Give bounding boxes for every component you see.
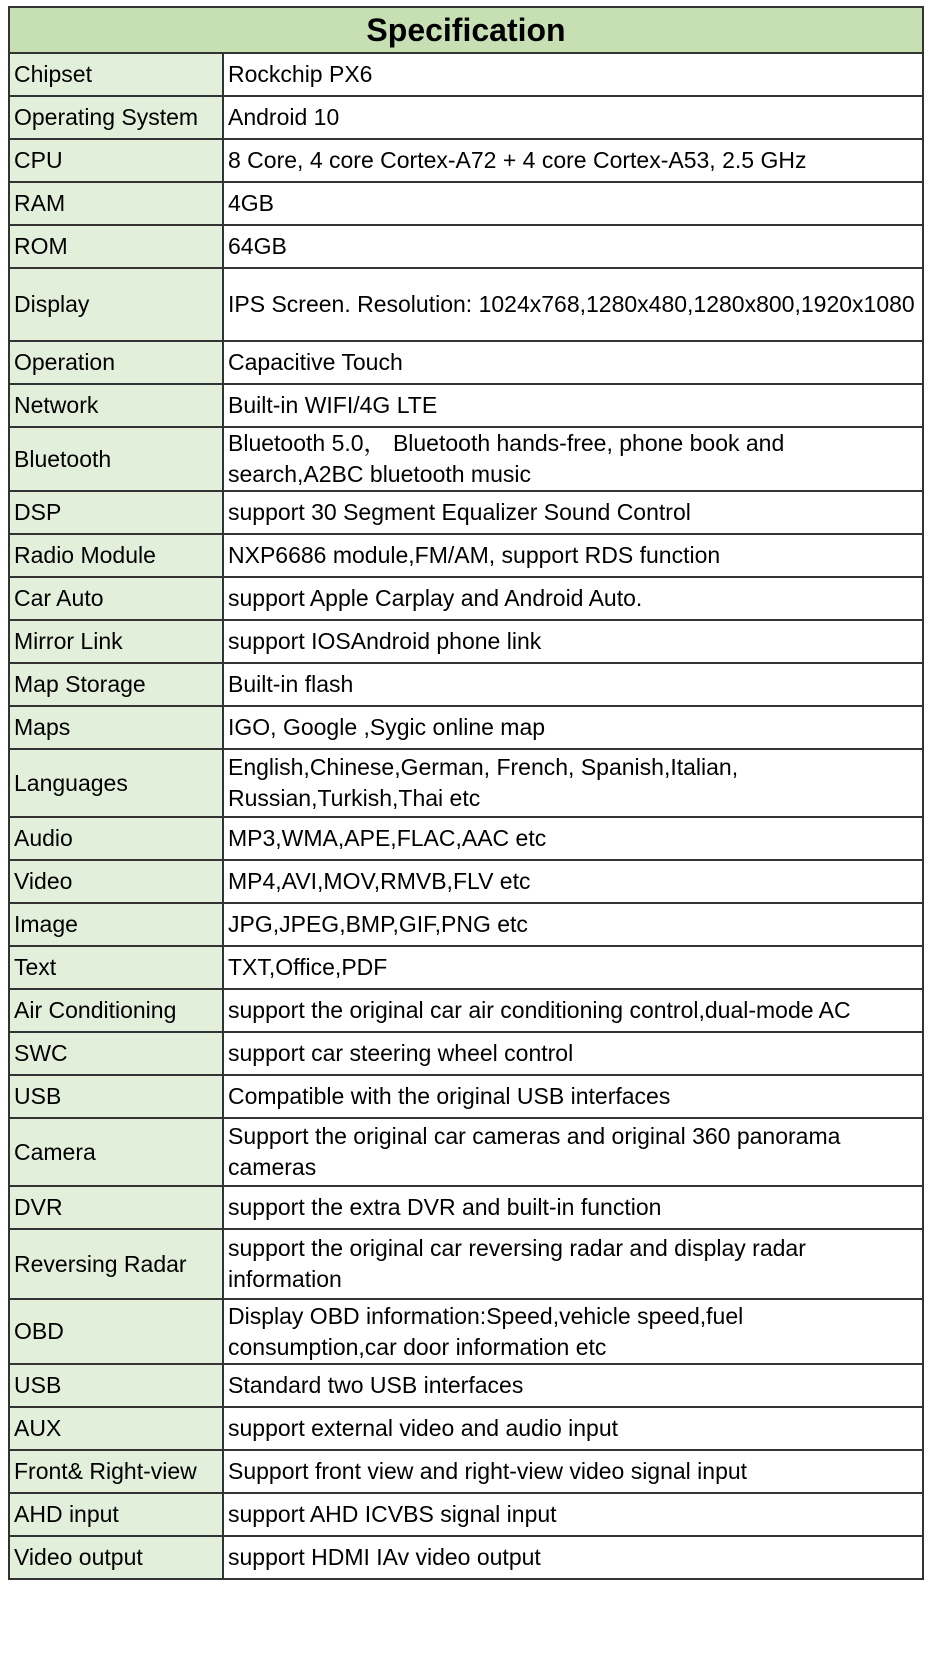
spec-label: OBD bbox=[9, 1299, 223, 1364]
spec-value: Compatible with the original USB interfaces bbox=[223, 1075, 923, 1118]
table-row bbox=[9, 860, 923, 903]
table-row bbox=[9, 1407, 923, 1450]
spec-label: Operating System bbox=[9, 96, 223, 139]
spec-label: Maps bbox=[9, 706, 223, 749]
spec-label: Network bbox=[9, 384, 223, 427]
table-row bbox=[9, 1299, 923, 1364]
spec-label: Front& Right-view bbox=[9, 1450, 223, 1493]
spec-value: IGO, Google ,Sygic online map bbox=[223, 706, 923, 749]
spec-label: Text bbox=[9, 946, 223, 989]
spec-value: Support the original car cameras and original 360 panorama cameras bbox=[223, 1118, 923, 1186]
spec-label: Image bbox=[9, 903, 223, 946]
table-row bbox=[9, 534, 923, 577]
spec-value: Support front view and right-view video signal input bbox=[223, 1450, 923, 1493]
spec-value: Android 10 bbox=[223, 96, 923, 139]
spec-label: Map Storage bbox=[9, 663, 223, 706]
table-row bbox=[9, 1032, 923, 1075]
spec-label: AUX bbox=[9, 1407, 223, 1450]
spec-label: USB bbox=[9, 1364, 223, 1407]
spec-value: NXP6686 module,FM/AM, support RDS function bbox=[223, 534, 923, 577]
table-row bbox=[9, 1536, 923, 1579]
spec-label: RAM bbox=[9, 182, 223, 225]
table-row bbox=[9, 491, 923, 534]
table-row bbox=[9, 182, 923, 225]
spec-value: support external video and audio input bbox=[223, 1407, 923, 1450]
spec-label: ROM bbox=[9, 225, 223, 268]
spec-label: Bluetooth bbox=[9, 427, 223, 491]
table-row bbox=[9, 384, 923, 427]
table-row bbox=[9, 53, 923, 96]
spec-label: Mirror Link bbox=[9, 620, 223, 663]
spec-label: Video bbox=[9, 860, 223, 903]
spec-value: support 30 Segment Equalizer Sound Control bbox=[223, 491, 923, 534]
table-row bbox=[9, 268, 923, 341]
spec-label: Display bbox=[9, 268, 223, 341]
spec-value: support AHD ICVBS signal input bbox=[223, 1493, 923, 1536]
table-row bbox=[9, 427, 923, 491]
table-row bbox=[9, 1186, 923, 1229]
table-row bbox=[9, 1118, 923, 1186]
spec-label: Languages bbox=[9, 749, 223, 817]
table-row bbox=[9, 817, 923, 860]
spec-value: Display OBD information:Speed,vehicle speed,fuel consumption,car door information etc bbox=[223, 1299, 923, 1364]
spec-label: Car Auto bbox=[9, 577, 223, 620]
spec-label: Air Conditioning bbox=[9, 989, 223, 1032]
spec-label: Reversing Radar bbox=[9, 1229, 223, 1299]
spec-label: CPU bbox=[9, 139, 223, 182]
spec-value: support HDMI IAv video output bbox=[223, 1536, 923, 1579]
spec-value: Bluetooth 5.0， Bluetooth hands-free, phone book and search,A2BC bluetooth music bbox=[223, 427, 923, 491]
table-row bbox=[9, 749, 923, 817]
table-row bbox=[9, 946, 923, 989]
spec-label: USB bbox=[9, 1075, 223, 1118]
spec-value: MP4,AVI,MOV,RMVB,FLV etc bbox=[223, 860, 923, 903]
table-row bbox=[9, 225, 923, 268]
spec-value: support car steering wheel control bbox=[223, 1032, 923, 1075]
spec-value: English,Chinese,German, French, Spanish,Italian, Russian,Turkish,Thai etc bbox=[223, 749, 923, 817]
spec-value: Capacitive Touch bbox=[223, 341, 923, 384]
spec-value: Built-in flash bbox=[223, 663, 923, 706]
spec-value: TXT,Office,PDF bbox=[223, 946, 923, 989]
spec-label: SWC bbox=[9, 1032, 223, 1075]
spec-label: DSP bbox=[9, 491, 223, 534]
spec-value: JPG,JPEG,BMP,GIF,PNG etc bbox=[223, 903, 923, 946]
table-row bbox=[9, 1450, 923, 1493]
spec-label: Camera bbox=[9, 1118, 223, 1186]
table-row bbox=[9, 620, 923, 663]
spec-value: MP3,WMA,APE,FLAC,AAC etc bbox=[223, 817, 923, 860]
spec-label: Operation bbox=[9, 341, 223, 384]
spec-value: support IOSAndroid phone link bbox=[223, 620, 923, 663]
spec-value: support the original car air conditioning control,dual-mode AC bbox=[223, 989, 923, 1032]
table-row bbox=[9, 706, 923, 749]
table-row bbox=[9, 663, 923, 706]
table-row bbox=[9, 96, 923, 139]
spec-label: Chipset bbox=[9, 53, 223, 96]
table-row bbox=[9, 1075, 923, 1118]
table-row bbox=[9, 341, 923, 384]
table-row bbox=[9, 1229, 923, 1299]
table-row bbox=[9, 577, 923, 620]
spec-value: Standard two USB interfaces bbox=[223, 1364, 923, 1407]
spec-label: Radio Module bbox=[9, 534, 223, 577]
spec-value: 8 Core, 4 core Cortex-A72 + 4 core Cortex-A53, 2.5 GHz bbox=[223, 139, 923, 182]
spec-label: Audio bbox=[9, 817, 223, 860]
spec-label: DVR bbox=[9, 1186, 223, 1229]
specification-table bbox=[8, 6, 924, 1580]
table-title: Specification bbox=[9, 7, 923, 53]
table-row bbox=[9, 139, 923, 182]
spec-value: Built-in WIFI/4G LTE bbox=[223, 384, 923, 427]
table-header-row bbox=[9, 7, 923, 53]
spec-value: support the extra DVR and built-in function bbox=[223, 1186, 923, 1229]
spec-label: AHD input bbox=[9, 1493, 223, 1536]
table-row bbox=[9, 989, 923, 1032]
table-row bbox=[9, 903, 923, 946]
table-row bbox=[9, 1364, 923, 1407]
table-row bbox=[9, 1493, 923, 1536]
spec-value: 64GB bbox=[223, 225, 923, 268]
spec-value: IPS Screen. Resolution: 1024x768,1280x480,1280x800,1920x1080 bbox=[223, 268, 923, 341]
spec-value: 4GB bbox=[223, 182, 923, 225]
spec-value: support the original car reversing radar and display radar information bbox=[223, 1229, 923, 1299]
spec-value: Rockchip PX6 bbox=[223, 53, 923, 96]
spec-label: Video output bbox=[9, 1536, 223, 1579]
spec-value: support Apple Carplay and Android Auto. bbox=[223, 577, 923, 620]
table-body bbox=[9, 53, 923, 1579]
